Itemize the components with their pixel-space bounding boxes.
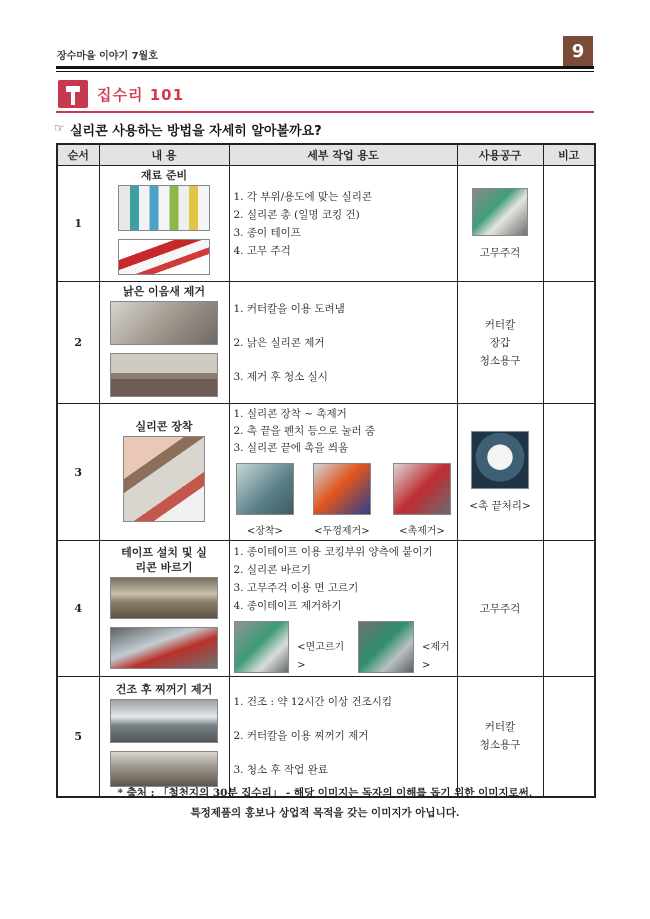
taped-seam-image bbox=[110, 577, 218, 619]
table-row bbox=[57, 677, 595, 797]
detail-line: 1. 실리콘 장착 ~ 촉제거 bbox=[233, 408, 347, 420]
step-details bbox=[229, 541, 457, 677]
detail-line: 1. 커터칼을 이용 도려냄 bbox=[233, 302, 345, 315]
tool-label: <촉 끝처리> bbox=[469, 500, 531, 512]
step-photos bbox=[234, 461, 457, 540]
step-remarks bbox=[543, 166, 595, 282]
table-row bbox=[57, 541, 595, 677]
step-remarks bbox=[543, 282, 595, 404]
header-rule bbox=[56, 66, 594, 69]
step-content bbox=[99, 282, 229, 404]
tool-label: 커터칼 bbox=[484, 721, 516, 734]
step-remarks bbox=[543, 677, 595, 797]
step-number: 3 bbox=[57, 404, 99, 541]
step-title: 건조 후 찌꺼기 제거 bbox=[115, 682, 213, 696]
step-number: 5 bbox=[57, 677, 99, 797]
mount-photo bbox=[236, 463, 294, 515]
step-details bbox=[229, 677, 457, 797]
step-content bbox=[99, 404, 229, 541]
detail-line: 2. 낡은 실리콘 제거 bbox=[233, 336, 325, 349]
step-tools bbox=[457, 541, 543, 677]
table-row bbox=[57, 282, 595, 404]
detail-line: 1. 각 부위/용도에 맞는 실리콘 bbox=[233, 190, 372, 203]
step-tools bbox=[457, 282, 543, 404]
footnote-line: * 출처 : 「철천지의 30분 집수리」 - 해당 이미지는 독자의 이해를 돕기 위한 이미지로써, bbox=[117, 787, 533, 799]
photo-tip-remove bbox=[387, 461, 456, 540]
header-rule-thin bbox=[56, 71, 594, 72]
detail-line: 2. 실리콘 총 (일명 코킹 건) bbox=[233, 208, 360, 221]
step-content bbox=[99, 541, 229, 677]
table-row bbox=[57, 404, 595, 541]
detail-line: 3. 고무주걱 이용 면 고르기 bbox=[233, 582, 359, 594]
step-content bbox=[99, 677, 229, 797]
cap-removal-photo bbox=[313, 463, 371, 515]
step-number: 2 bbox=[57, 282, 99, 404]
source-footnote bbox=[56, 783, 594, 823]
rubber-spatula-image bbox=[472, 188, 528, 236]
detail-line: 4. 종이테이프 제거하기 bbox=[233, 600, 342, 612]
step-details bbox=[229, 282, 457, 404]
caulking-gun-image bbox=[118, 239, 210, 275]
detail-line: 2. 실리콘 바르기 bbox=[233, 564, 312, 576]
step-title: 낡은 이음새 제거 bbox=[122, 285, 206, 298]
step-tools bbox=[457, 166, 543, 282]
header-tools: 사용공구 bbox=[457, 144, 543, 166]
detail-line: 2. 커터칼을 이용 찌꺼기 제거 bbox=[233, 730, 369, 743]
running-title: 장수마을 이야기 7월호 bbox=[57, 51, 158, 62]
pointing-hand-icon: ☞ bbox=[54, 121, 65, 135]
detail-line: 1. 건조 : 약 12시간 이상 건조시킴 bbox=[233, 696, 393, 709]
silicone-tubes-image bbox=[118, 185, 210, 231]
cutting-old-seal-image bbox=[110, 301, 218, 345]
step-details bbox=[229, 404, 457, 541]
section-question: 실리콘 사용하는 방법을 자세히 알아볼까요? bbox=[70, 124, 322, 139]
photo-caption: <두껑제거> bbox=[314, 526, 370, 537]
hammer-icon bbox=[58, 80, 88, 108]
residue-removal-image bbox=[110, 751, 218, 787]
step-title: 테이프 설치 및 실리콘 바르기 bbox=[121, 545, 207, 574]
detail-line: 3. 실리콘 끝에 촉을 씌움 bbox=[233, 442, 349, 454]
dried-seam-image bbox=[110, 699, 218, 743]
tool-label: 장갑 bbox=[489, 336, 511, 349]
step-number: 1 bbox=[57, 166, 99, 282]
cleaned-seam-image bbox=[110, 353, 218, 397]
section-title: 집수리 101 bbox=[97, 86, 185, 104]
detail-line: 3. 종이 테이프 bbox=[233, 226, 301, 239]
tool-label: 고무주걱 bbox=[479, 602, 521, 615]
photo-caption: <면고르기> bbox=[297, 642, 345, 671]
detail-line: 3. 제거 후 청소 실시 bbox=[233, 370, 328, 383]
step-tools bbox=[457, 677, 543, 797]
table-row bbox=[57, 166, 595, 282]
tip-removal-photo bbox=[393, 463, 451, 515]
step-details bbox=[229, 166, 457, 282]
tool-label: 청소용구 bbox=[479, 354, 521, 367]
step-photos bbox=[234, 619, 457, 675]
table-header-row bbox=[57, 144, 595, 166]
step-remarks bbox=[543, 404, 595, 541]
silicone-cartridge-image bbox=[123, 436, 205, 522]
tape-removal-photo bbox=[358, 621, 414, 673]
steps-table bbox=[56, 143, 596, 798]
step-title: 재료 준비 bbox=[140, 169, 188, 182]
photo-cap-remove bbox=[304, 461, 379, 540]
header-remarks: 비고 bbox=[543, 144, 595, 166]
step-title: 실리콘 장착 bbox=[135, 419, 193, 433]
tip-cutting-image bbox=[471, 431, 529, 489]
detail-line: 3. 청소 후 작업 완료 bbox=[233, 764, 328, 777]
footnote-line: 특정제품의 홍보나 상업적 목적을 갖는 이미지가 아닙니다. bbox=[190, 807, 460, 819]
smoothing-photo bbox=[234, 621, 290, 673]
step-remarks bbox=[543, 541, 595, 677]
step-content bbox=[99, 166, 229, 282]
detail-line: 4. 고무 주걱 bbox=[233, 244, 291, 257]
photo-caption: <제거> bbox=[421, 642, 450, 671]
detail-line: 1. 종이테이프 이용 코킹부위 양측에 붙이기 bbox=[233, 546, 433, 558]
header-content: 내 용 bbox=[99, 144, 229, 166]
detail-line: 2. 촉 끝을 펜치 등으로 눌러 줌 bbox=[233, 425, 376, 437]
tool-label: 커터칼 bbox=[484, 318, 516, 331]
step-tools bbox=[457, 404, 543, 541]
section-underline bbox=[56, 111, 594, 113]
applying-silicone-image bbox=[110, 627, 218, 669]
header-num: 순서 bbox=[57, 144, 99, 166]
page-number-badge: 9 bbox=[563, 36, 593, 66]
step-number: 4 bbox=[57, 541, 99, 677]
header-detail: 세부 작업 용도 bbox=[229, 144, 457, 166]
photo-mount bbox=[234, 461, 297, 540]
photo-caption: <장착> bbox=[246, 526, 283, 537]
photo-caption: <촉제거> bbox=[399, 526, 445, 537]
tool-label: 고무주걱 bbox=[479, 246, 521, 259]
tool-label: 청소용구 bbox=[479, 739, 521, 752]
